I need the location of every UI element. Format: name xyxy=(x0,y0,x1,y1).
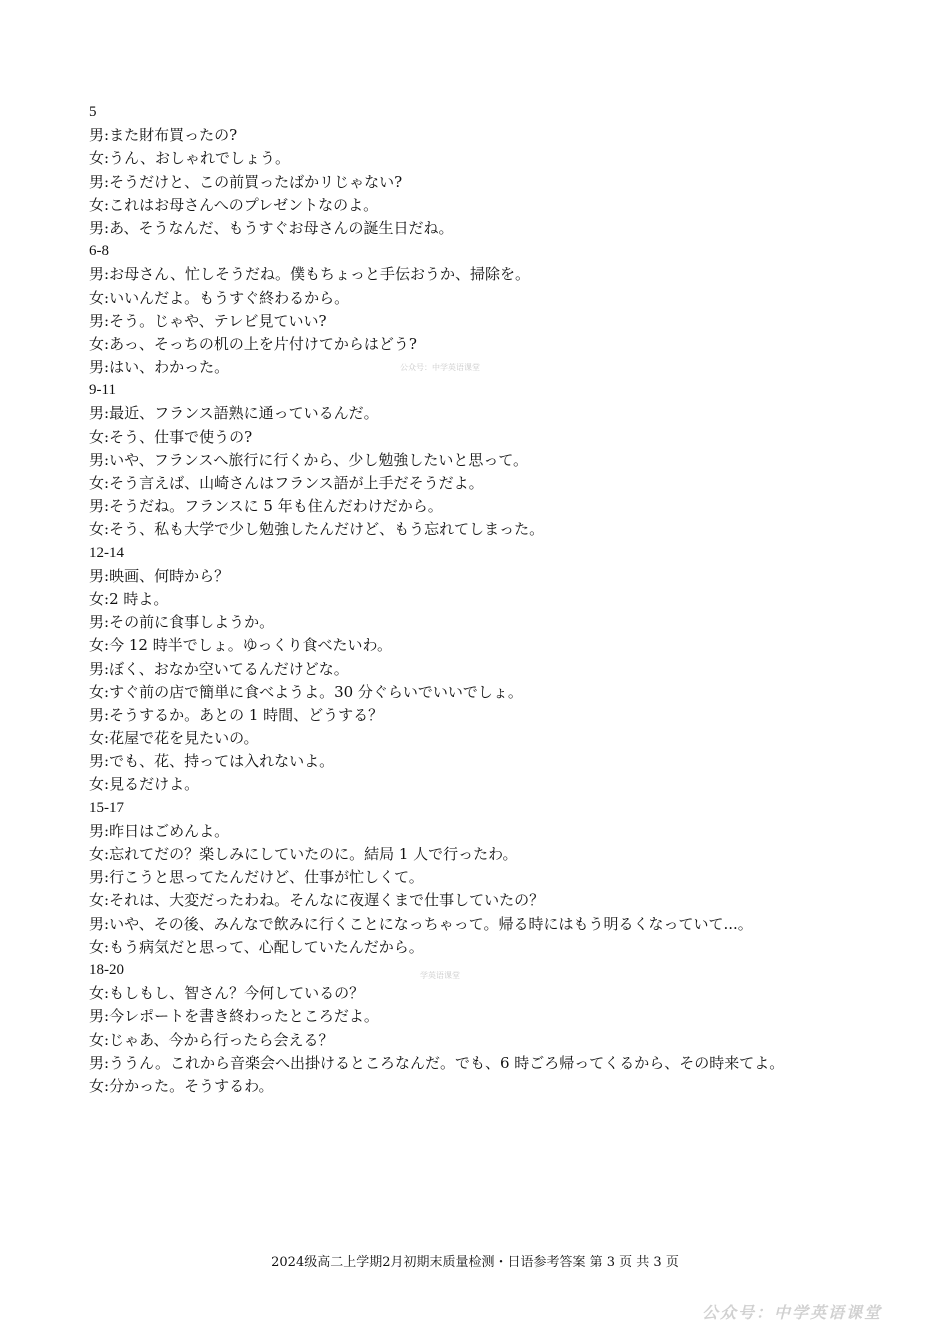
utterance-text: あっ、そっちの机の上を片付けてからはどう? xyxy=(109,334,417,353)
speaker-label: 男 xyxy=(89,914,105,933)
utterance-text: そう。じゃや、テレビ見ていい? xyxy=(109,311,327,330)
speaker-separator: : xyxy=(104,729,110,748)
utterance-text: お母さん、忙しそうだね。僕もちょっと手伝おうか、掃除を。 xyxy=(109,265,530,284)
speaker-label: 男 xyxy=(89,126,105,145)
speaker-separator: : xyxy=(104,891,110,910)
speaker-separator: : xyxy=(104,450,110,469)
speaker-label: 男 xyxy=(89,1053,105,1072)
speaker-label: 女 xyxy=(89,149,105,168)
speaker-separator: : xyxy=(104,195,110,214)
utterance-text: 忘れてだの？楽しみにしていたのに。結局 1 人で行ったわ。 xyxy=(109,845,518,863)
speaker-label: 男 xyxy=(89,566,105,585)
utterance-text: あ、そうなんだ、もうすぐお母さんの誕生日だね。 xyxy=(109,218,454,237)
utterance-text: はい、わかった。 xyxy=(109,358,230,377)
speaker-label: 女 xyxy=(89,1030,105,1049)
speaker-label: 女 xyxy=(89,195,105,214)
speaker-label: 女 xyxy=(89,984,105,1003)
speaker-label: 女 xyxy=(89,474,105,492)
utterance-text: もしもし、智さん？今何しているの？ xyxy=(109,984,365,1003)
dialogue-line xyxy=(89,402,939,425)
speaker-label: 男 xyxy=(89,450,105,469)
utterance-text: ううん。これから音楽会へ出掛けるところなんだ。でも、6 時ごろ帰ってくるから、その時来てよ。 xyxy=(109,1053,785,1072)
utterance-text: じゃあ、今から行ったら会える？ xyxy=(109,1030,334,1049)
dialogue-line xyxy=(89,518,939,541)
watermark-inline: 公众号：中学英语课堂 xyxy=(400,363,480,372)
speaker-label: 男 xyxy=(89,659,105,678)
dialogue-line xyxy=(89,1052,939,1075)
dialogue-line xyxy=(89,773,939,796)
utterance-text: 映画、何時から？ xyxy=(109,566,230,585)
dialogue-line xyxy=(89,820,939,843)
section-number: 12-14 xyxy=(89,544,124,561)
watermark-inline-2: 学英语课堂 xyxy=(420,971,460,980)
speaker-separator: : xyxy=(104,265,110,284)
speaker-separator: : xyxy=(104,1053,110,1072)
speaker-label: 女 xyxy=(89,729,105,748)
speaker-label: 女 xyxy=(89,288,105,307)
dialogue-line xyxy=(89,634,939,657)
speaker-separator: : xyxy=(104,404,110,423)
speaker-label: 男 xyxy=(89,218,105,237)
dialogue-line xyxy=(89,750,939,773)
utterance-text: そうだけと、この前買ったばかリじゃない? xyxy=(109,172,403,191)
speaker-separator: : xyxy=(104,937,110,956)
section-number: 18-20 xyxy=(89,961,124,978)
dialogue-line xyxy=(89,472,939,495)
utterance-text: それは、大変だったわね。そんなに夜遅くまで仕事していたの？ xyxy=(109,891,545,910)
speaker-separator: : xyxy=(104,358,110,377)
speaker-label: 女 xyxy=(89,334,105,353)
speaker-separator: : xyxy=(104,659,110,678)
speaker-separator: : xyxy=(104,126,110,145)
speaker-label: 男 xyxy=(89,404,105,423)
utterance-text: いいんだよ。もうすぐ終わるから。 xyxy=(109,288,350,307)
dialogue-line xyxy=(89,658,939,681)
transcript xyxy=(89,101,939,1098)
dialogue-line xyxy=(89,866,939,889)
speaker-label: 男 xyxy=(89,265,105,284)
speaker-label: 男 xyxy=(89,311,105,330)
speaker-separator: : xyxy=(104,218,110,237)
speaker-label: 女 xyxy=(89,937,105,956)
speaker-separator: : xyxy=(104,474,110,492)
utterance-text: 今レポートを書き終わったところだよ。 xyxy=(109,1007,379,1026)
speaker-label: 男 xyxy=(89,868,105,887)
utterance-text: 最近、フランス語熟に通っているんだ。 xyxy=(109,404,379,423)
dialogue-line xyxy=(89,936,939,959)
speaker-separator: : xyxy=(104,821,110,840)
speaker-separator: : xyxy=(104,334,110,353)
speaker-label: 女 xyxy=(89,845,105,863)
speaker-separator: : xyxy=(104,311,110,330)
dialogue-line xyxy=(89,982,939,1005)
speaker-separator: : xyxy=(104,845,110,863)
speaker-label: 女 xyxy=(89,427,105,446)
speaker-separator: : xyxy=(104,914,110,933)
utterance-text: ぼく、おなか空いてるんだけどな。 xyxy=(109,659,349,678)
utterance-text: そう、仕事で使うの? xyxy=(109,427,253,446)
dialogue-line xyxy=(89,217,939,240)
speaker-separator: : xyxy=(104,868,110,887)
utterance-text: その前に食事しようか。 xyxy=(109,613,275,632)
speaker-separator: : xyxy=(104,497,110,516)
speaker-label: 男 xyxy=(89,358,105,377)
speaker-separator: : xyxy=(104,149,110,168)
speaker-separator: : xyxy=(104,775,110,794)
dialogue-line xyxy=(89,611,939,634)
speaker-separator: : xyxy=(104,1076,110,1095)
speaker-separator: : xyxy=(104,705,110,724)
utterance-text: 見るだけよ。 xyxy=(109,775,200,794)
speaker-label: 男 xyxy=(89,752,105,771)
speaker-separator: : xyxy=(104,520,110,539)
speaker-separator: : xyxy=(104,752,110,771)
speaker-separator: : xyxy=(104,613,110,632)
utterance-text: 2 時よ。 xyxy=(109,589,169,608)
speaker-separator: : xyxy=(104,172,110,191)
utterance-text: 行こうと思ってたんだけど、仕事が忙しくて。 xyxy=(109,868,424,887)
utterance-text: そう、私も大学で少し勉強したんだけど、もう忘れてしまった。 xyxy=(109,520,545,539)
utterance-text: 分かった。そうするわ。 xyxy=(109,1076,274,1095)
dialogue-line xyxy=(89,356,939,379)
section-number: 15-17 xyxy=(89,799,124,816)
speaker-label: 男 xyxy=(89,172,105,191)
corner-watermark: 公众号：中学英语课堂 xyxy=(701,1303,882,1322)
section-number: 6-8 xyxy=(89,243,109,260)
dialogue-line xyxy=(89,913,939,936)
utterance-text: 今 12 時半でしょ。ゆっくり食べたいわ。 xyxy=(109,636,392,655)
dialogue-line xyxy=(89,565,939,588)
speaker-separator: : xyxy=(104,427,110,446)
speaker-label: 女 xyxy=(89,589,105,608)
dialogue-line xyxy=(89,194,939,217)
dialogue-line xyxy=(89,449,939,472)
speaker-label: 男 xyxy=(89,705,105,724)
speaker-label: 男 xyxy=(89,613,105,632)
dialogue-line xyxy=(89,1029,939,1052)
dialogue-line xyxy=(89,843,939,866)
dialogue-line xyxy=(89,333,939,356)
section-number: 5 xyxy=(89,104,97,120)
utterance-text: いや、フランスへ旅行に行くから、少し勉強したいと思って。 xyxy=(109,450,529,469)
speaker-separator: : xyxy=(104,589,110,608)
dialogue-line xyxy=(89,426,939,449)
speaker-label: 女 xyxy=(89,775,105,794)
utterance-text: 花屋で花を見たいの。 xyxy=(109,729,259,748)
speaker-label: 男 xyxy=(89,821,105,840)
dialogue-line xyxy=(89,681,939,704)
utterance-text: そうするか。あとの 1 時間、どうする？ xyxy=(109,705,384,724)
dialogue-line xyxy=(89,588,939,611)
speaker-separator: : xyxy=(104,682,110,701)
speaker-separator: : xyxy=(104,288,110,307)
speaker-label: 男 xyxy=(89,497,105,516)
speaker-label: 女 xyxy=(89,520,105,539)
utterance-text: これはお母さんへのプレゼントなのよ。 xyxy=(109,195,379,214)
utterance-text: すぐ前の店で簡単に食べようよ。30 分ぐらいでいいでしょ。 xyxy=(109,682,523,701)
utterance-text: そうだね。フランスに 5 年も住んだわけだから。 xyxy=(109,497,443,516)
dialogue-line xyxy=(89,147,939,170)
speaker-separator: : xyxy=(104,1007,110,1026)
utterance-text: いや、その後、みんなで飲みに行くことになっちゃって。帰る時にはもう明るくなっていて...。 xyxy=(109,914,753,933)
dialogue-line xyxy=(89,310,939,333)
dialogue-line xyxy=(89,727,939,750)
speaker-label: 女 xyxy=(89,1076,105,1095)
utterance-text: そう言えば、山崎さんはフランス語が上手だそうだよ。 xyxy=(109,474,484,492)
dialogue-line xyxy=(89,1005,939,1028)
dialogue-line xyxy=(89,287,939,310)
speaker-label: 女 xyxy=(89,682,105,701)
dialogue-line xyxy=(89,495,939,518)
section-number: 9-11 xyxy=(89,382,116,399)
utterance-text: でも、花、持っては入れないよ。 xyxy=(109,752,335,771)
speaker-separator: : xyxy=(104,1030,110,1049)
dialogue-line xyxy=(89,263,939,286)
utterance-text: もう病気だと思って、心配していたんだから。 xyxy=(109,937,424,956)
speaker-label: 女 xyxy=(89,891,105,910)
dialogue-line xyxy=(89,124,939,147)
speaker-label: 女 xyxy=(89,636,105,655)
utterance-text: うん、おしゃれでしょう。 xyxy=(109,149,290,168)
speaker-separator: : xyxy=(104,566,110,585)
dialogue-line xyxy=(89,1075,939,1098)
utterance-text: 昨日はごめんよ。 xyxy=(109,821,230,840)
speaker-separator: : xyxy=(104,984,110,1003)
speaker-separator: : xyxy=(104,636,110,655)
dialogue-line xyxy=(89,704,939,727)
dialogue-line xyxy=(89,171,939,194)
page-footer: 2024级高二上学期2月初期末质量检测・日语参考答案 第 3 页 共 3 页 xyxy=(271,1255,679,1270)
utterance-text: また財布買ったの? xyxy=(109,126,238,145)
dialogue-line xyxy=(89,889,939,912)
speaker-label: 男 xyxy=(89,1007,105,1026)
